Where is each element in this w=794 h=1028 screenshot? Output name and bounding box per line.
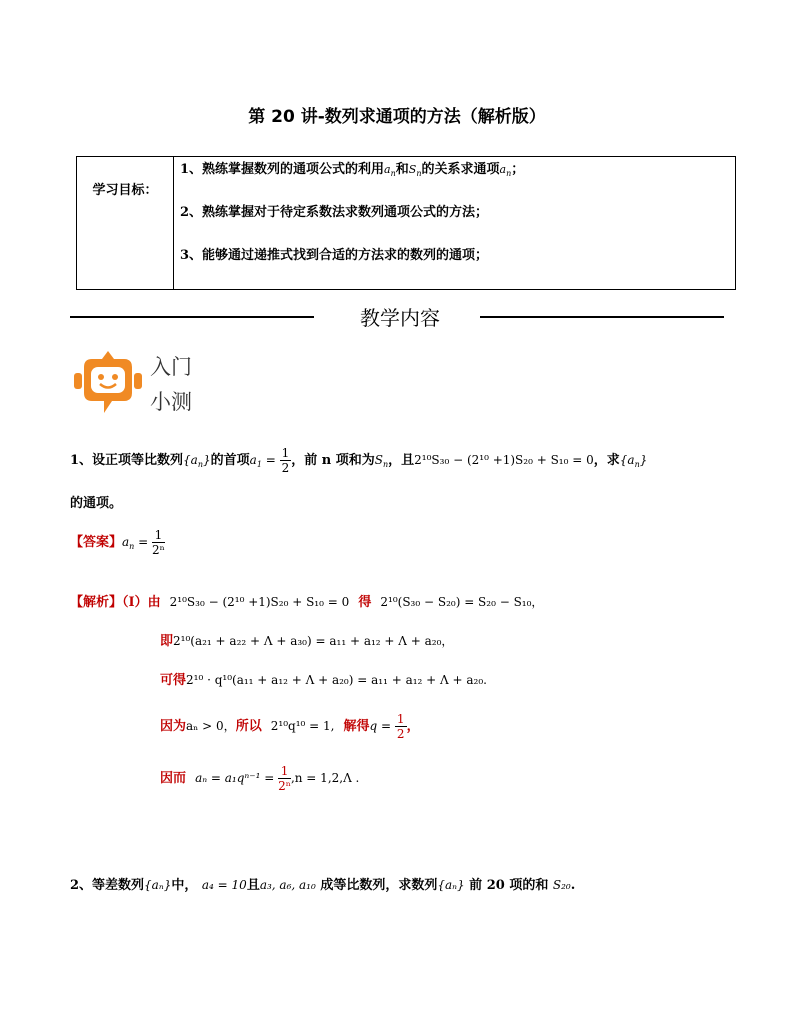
goal-item-2: 2、熟练掌握对于待定系数法求数列通项公式的方法； <box>180 205 489 220</box>
goals-label: 学习目标： <box>77 157 174 290</box>
question-1: 1、设正项等比数列$\{a_n\}$的首项$a_1$ = $\frac{1}{2}$ ，前 n 项和为$S_n$，且2¹⁰S₃₀ − (2¹⁰ +1)S₂₀ + S₁₀ = 0，求$\{a_n\}$ <box>70 446 648 475</box>
robot-face-icon <box>74 349 142 417</box>
divider-right <box>480 316 724 318</box>
q1-fraction: $\frac{1}{2}$ <box>281 446 290 475</box>
answer-row: 【答案】$a_n$ = $\frac{1}{\text{2ⁿ}}$ <box>70 528 165 557</box>
answer-label: 【答案】 <box>70 535 123 550</box>
q-fraction: $\frac{1}{2}$ <box>396 712 405 741</box>
goal-item-3: 3、能够通过递推式找到合适的方法求的数列的通项； <box>180 248 489 263</box>
section-title: 教学内容 <box>360 306 440 330</box>
analysis-line-4: 因为aₙ > 0，所以 2¹⁰q¹⁰ = 1, 解得q = $\frac{1}{2}$ ， <box>160 712 420 741</box>
goals-list <box>174 157 736 290</box>
analysis-line-3: 可得2¹⁰ · q¹⁰(a₁₁ + a₁₂ + Λ + a₂₀) = a₁₁ + a₁₂ + Λ + a₂₀. <box>160 673 487 688</box>
analysis-line-2: 即2¹⁰(a₂₁ + a₂₂ + Λ + a₃₀) = a₁₁ + a₁₂ + Λ + a₂₀， <box>160 634 454 649</box>
badge-line-2: 小测 <box>150 390 192 414</box>
answer-fraction: $\frac{1}{\text{2ⁿ}}$ <box>152 528 165 557</box>
an-fraction: $\frac{1}{\text{2ⁿ}}$ <box>278 764 291 793</box>
question-1-line-2: 的通项。 <box>70 496 123 511</box>
analysis-line-1: 【解析】（Ⅰ）由 2¹⁰S₃₀ − (2¹⁰ +1)S₂₀ + S₁₀ = 0 得 2¹⁰(S₃₀ − S₂₀) = S₂₀ − S₁₀， <box>70 595 544 610</box>
page-title: 第 20 讲-数列求通项的方法（解析版） <box>248 107 546 127</box>
analysis-line-5: 因而 aₙ = a₁qⁿ⁻¹ = $\frac{1}{\text{2ⁿ}}$ ,n = 1,2,Λ . <box>160 764 360 793</box>
goal-item-1: 1、熟练掌握数列的通项公式的利用$a_n$和$S_n$的关系求通项$a_n$； <box>180 162 525 178</box>
question-2: 2、等差数列{aₙ}中， a₄ = 10且a₃, a₆, a₁₀ 成等比数列，求数列{aₙ} 前 20 项的和 S₂₀. <box>70 878 576 893</box>
divider-left <box>70 316 314 318</box>
badge-line-1: 入门 <box>150 355 192 379</box>
learning-goals-table <box>76 156 736 290</box>
